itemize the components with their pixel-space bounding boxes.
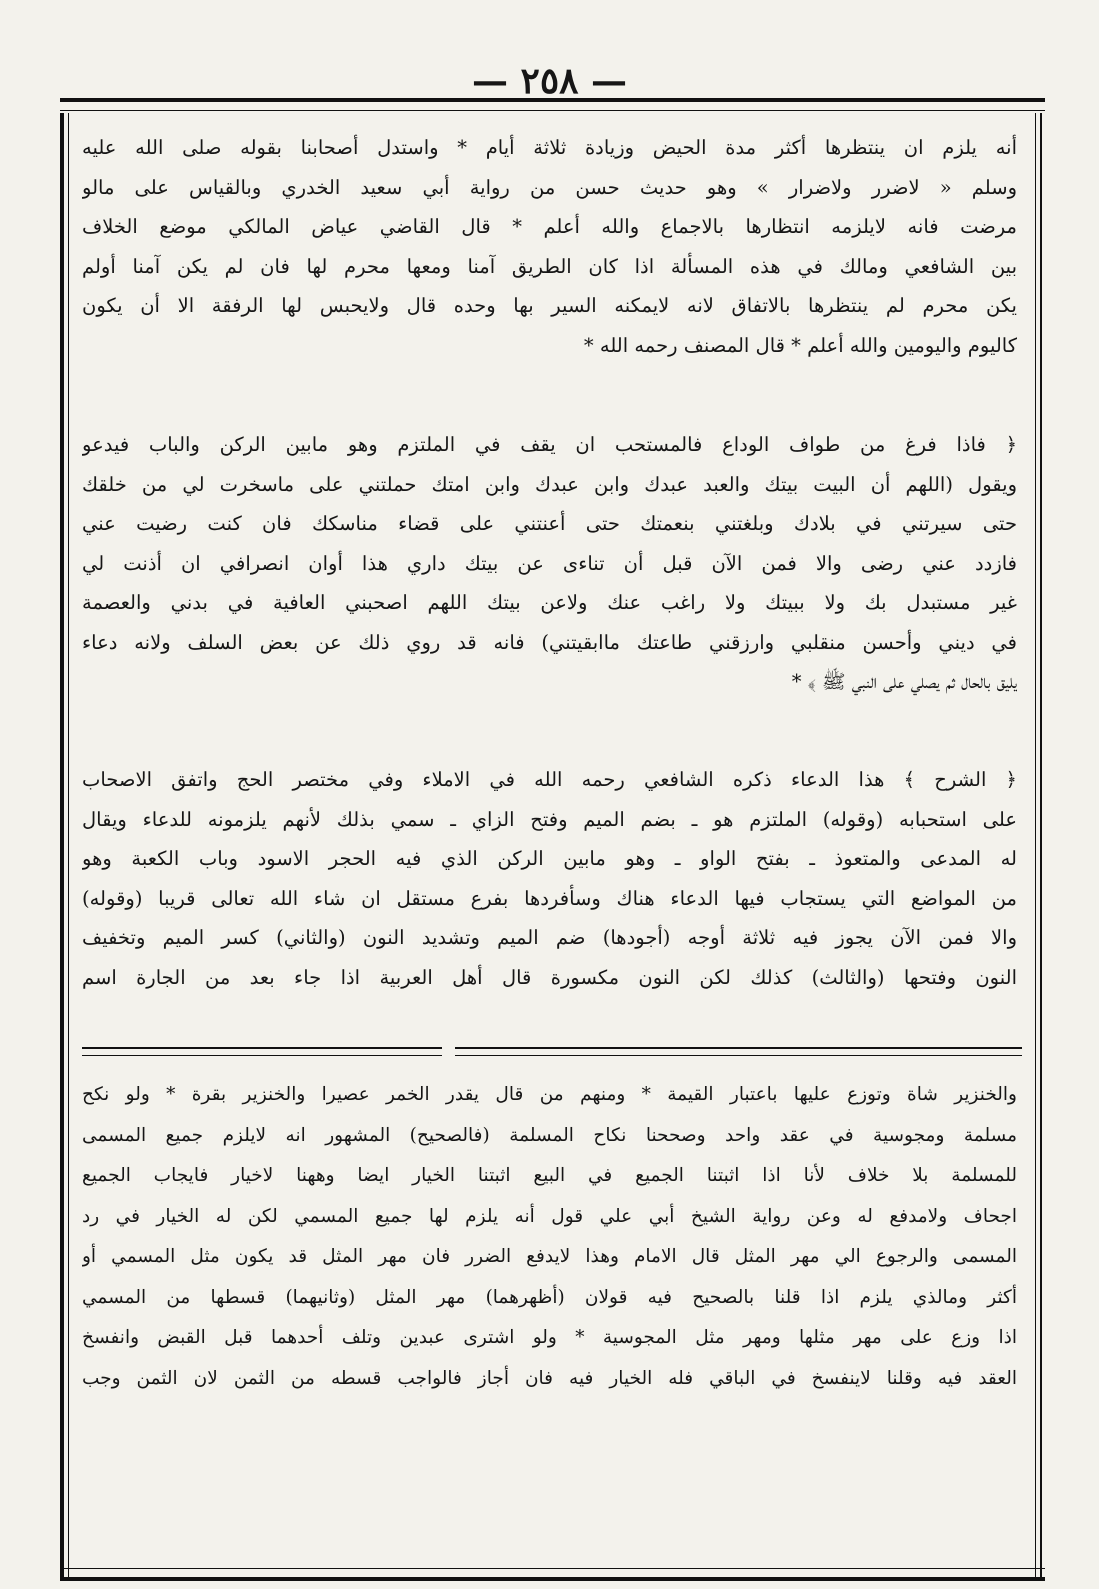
text-line: كاليوم واليومين والله أعلم * قال المصنف رحمه الله * <box>583 333 1017 357</box>
bottom-rule <box>60 1568 1045 1581</box>
sharh-paragraph <box>82 760 1017 997</box>
top-rule <box>60 98 1045 111</box>
text-line: حتى سيرتني في بلادك وبلغتني بنعمتك حتى أعنتني على قضاء مناسكك فان كنت رضيت عني <box>82 512 1017 535</box>
matn-paragraph <box>82 425 1017 702</box>
text-line: ﴿ فاذا فرغ من طواف الوداع فالمستحب ان يقف في الملتزم وهو مابين الركن والباب فيدعو <box>82 433 1017 456</box>
text-line: والا فمن الآن يجوز فيه ثلاثة أوجه (أجودها) ضم الميم وتشديد النون (والثاني) كسر الميم وتخفيف <box>82 926 1017 949</box>
text-line: في ديني وأحسن منقلبي وارزقني طاعتك ماابقيتني) فانه قد روي ذلك عن بعض السلف ولانه دعاء <box>82 630 1017 654</box>
footnote-separator-right <box>455 1047 1022 1056</box>
text-line: فازدد عني رضى والا فمن الآن قبل أن تناءى عن بيتك داري هذا أوان انصرافي ان أذنت لي <box>82 551 1017 575</box>
main-text-paragraph <box>82 128 1017 365</box>
page-number: — ٢٥٨ — <box>471 60 628 102</box>
footnote-line: للمسلمة بلا خلاف لأنا اذا اثبتنا الجميع في البيع اثبتنا الخيار ايضا وههنا لاخيار فايجاب الجميع <box>82 1165 1017 1186</box>
footnote-line: اذا وزع على مهر مثلها ومهر مثل المجوسية * ولو اشترى عبدين وتلف أحدهما قبل القبض وانفسخ <box>82 1327 1017 1348</box>
footnote-line: المسمى والرجوع الي مهر المثل قال الامام وهذا لايدفع الضرر فان مهر المثل قد يكون مثل المسمي أو <box>82 1246 1017 1267</box>
text-line: غير مستبدل بك ولا ببيتك ولا راغب عنك ولاعن بيتك اللهم اصحبني العافية في بدني والعصمة <box>82 591 1017 614</box>
text-line: من المواضع التي يستجاب فيها الدعاء هناك وسأفردها بفرع مستقل ان شاء الله تعالى قريبا (وقوله) <box>82 886 1017 910</box>
footnote-paragraph <box>82 1075 1017 1399</box>
text-line: يكن محرم لم ينتظرها بالاتفاق لانه لايمكنه السير بها وحده قال ولايحبس لها الرفقة الا أن يكون <box>82 294 1017 317</box>
footnote-line: مسلمة ومجوسية في عقد واحد وصححنا نكاح المسلمة (فالصحيح) المشهور انه لايلزم جميع المسمى <box>82 1124 1017 1146</box>
footnote-separator-left <box>82 1047 442 1056</box>
text-line: بين الشافعي ومالك في هذه المسألة اذا كان الطريق آمنا ومعها محرم لها فان لم يكن آمنا أولم <box>82 254 1017 278</box>
text-line: له المدعى والمتعوذ ـ بفتح الواو ـ وهو مابين الركن الذي فيه الحجر الاسود وباب الكعبة وهو <box>82 847 1017 870</box>
text-line: وسلم « لاضرر ولاضرار » وهو حديث حسن من رواية أبي سعيد الخدري وبالقياس على مالو <box>82 175 1017 199</box>
text-line: على استحبابه (وقوله) الملتزم هو ـ بضم الميم وفتح الزاي ـ سمي بذلك لأنهم يلزمونه للدعاء ويقال <box>82 807 1017 831</box>
text-line: ﴿ الشرح ﴾ هذا الدعاء ذكره الشافعي رحمه الله في الاملاء وفي مختصر الحج واتفق الاصحاب <box>82 768 1017 791</box>
footnote-line: والخنزير شاة وتوزع عليها باعتبار القيمة * ومنهم من قال يقدر الخمر عصيرا والخنزير بقرة * ولو نكح <box>82 1084 1017 1105</box>
text-line: ويقول (اللهم أن البيت بيتك والعبد عبدك وابن عبدك وابن امتك حملتني على ماسخرت لي من خلقك <box>82 472 1017 496</box>
text-line: أنه يلزم ان ينتظرها أكثر مدة الحيض وزيادة ثلاثة أيام * واستدل أصحابنا بقوله صلى الله عليه <box>82 136 1017 159</box>
footnote-line: اجحاف ولامدفع له وعن رواية الشيخ أبي علي قول أنه يلزم لها جميع المسمي لكن له الخيار في رد <box>82 1205 1017 1227</box>
footnote-line: العقد فيه وقلنا لاينفسخ في الباقي فله الخيار فيه فان أجاز فالواجب قسطه من الثمن لان الثمن وجب <box>82 1367 1017 1389</box>
text-line: مرضت فانه لايلزمه انتظارها بالاجماع والله أعلم * قال القاضي عياض المالكي موضع الخلاف <box>82 215 1017 238</box>
footnote-line: أكثر ومالذي يلزم اذا قلنا بالصحيح فيه قولان (أظهرهما) مهر المثل (وثانيهما) قسطها من المسمي <box>82 1286 1017 1308</box>
text-line: النون وفتحها (والثالث) كذلك لكن النون مكسورة قال أهل العربية اذا جاء بعد من الجارة اسم <box>82 965 1017 989</box>
text-line: يليق بالحال ثم يصلي على النبي ﷺ ﴾ * <box>791 670 1017 693</box>
